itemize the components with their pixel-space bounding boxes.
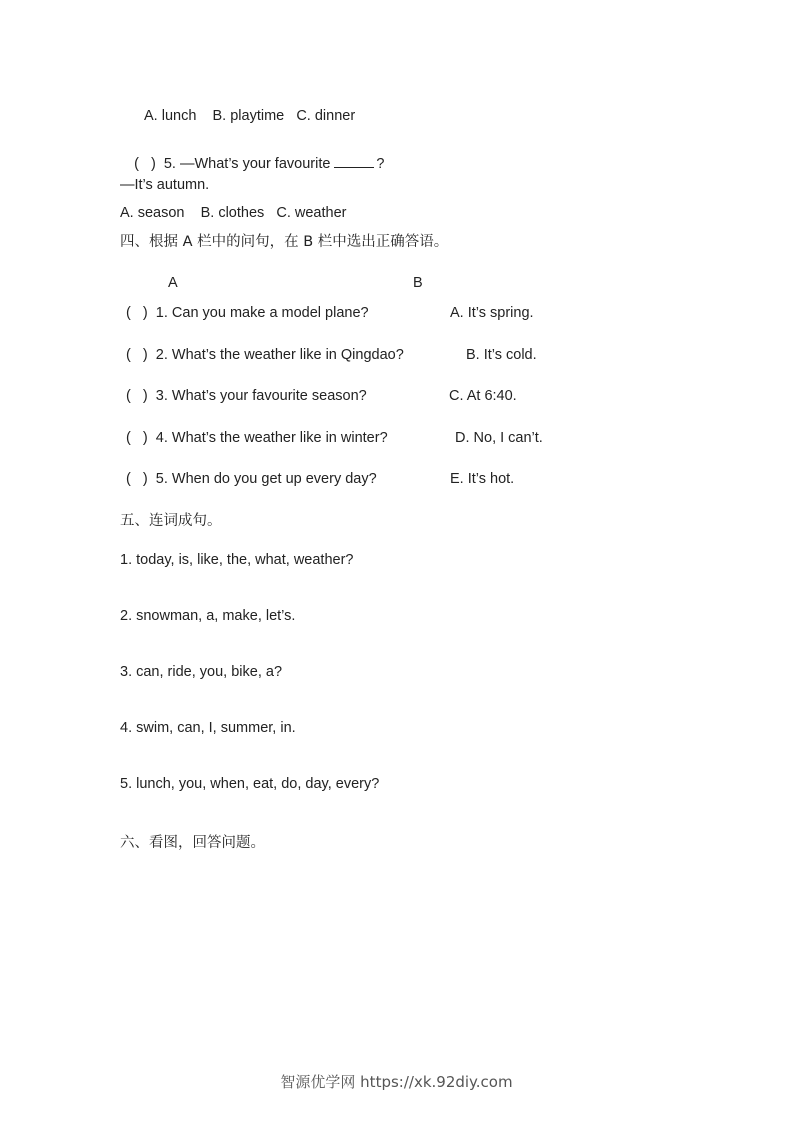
match-answer-2: B. It’s cold. [466,347,537,363]
match-answer-3: C. At 6:40. [449,388,517,404]
previous-question-options: A. lunch B. playtime C. dinner [144,108,356,124]
sentence-item-3: 3. can, ride, you, bike, a? [120,664,283,680]
question-5-answer: —It’s autumn. [120,177,210,193]
footer-watermark: 智源优学网 https://xk.92diy.com [280,1073,513,1091]
section-5-title: 五、连词成句。 [120,513,222,529]
match-answer-5: E. It’s hot. [450,471,515,487]
match-answer-4: D. No, I can’t. [455,430,543,446]
question-5-prompt-end: ? [376,156,385,172]
question-5-options: A. season B. clothes C. weather [120,205,347,221]
question-5-prompt-text: ( ) 5. —What’s your favourite [134,156,331,172]
sentence-item-5: 5. lunch, you, when, eat, do, day, every? [120,776,380,792]
sentence-item-4: 4. swim, can, I, summer, in. [120,720,296,736]
question-5-prompt [126,137,385,173]
column-a-header: A [168,275,178,291]
match-question-4: ( ) 4. What’s the weather like in winter? [126,430,388,446]
sentence-item-2: 2. snowman, a, make, let’s. [120,608,296,624]
answer-blank [334,155,374,168]
match-question-5: ( ) 5. When do you get up every day? [126,471,377,487]
column-b-header: B [413,275,423,291]
match-answer-1: A. It’s spring. [450,305,534,321]
section-6-title: 六、看图，回答问题。 [120,835,265,851]
match-question-2: ( ) 2. What’s the weather like in Qingdao? [126,347,404,363]
section-4-title: 四、根据 A 栏中的问句，在 B 栏中选出正确答语。 [120,234,449,250]
match-question-3: ( ) 3. What’s your favourite season? [126,388,367,404]
match-question-1: ( ) 1. Can you make a model plane? [126,305,369,321]
sentence-item-1: 1. today, is, like, the, what, weather? [120,552,354,568]
